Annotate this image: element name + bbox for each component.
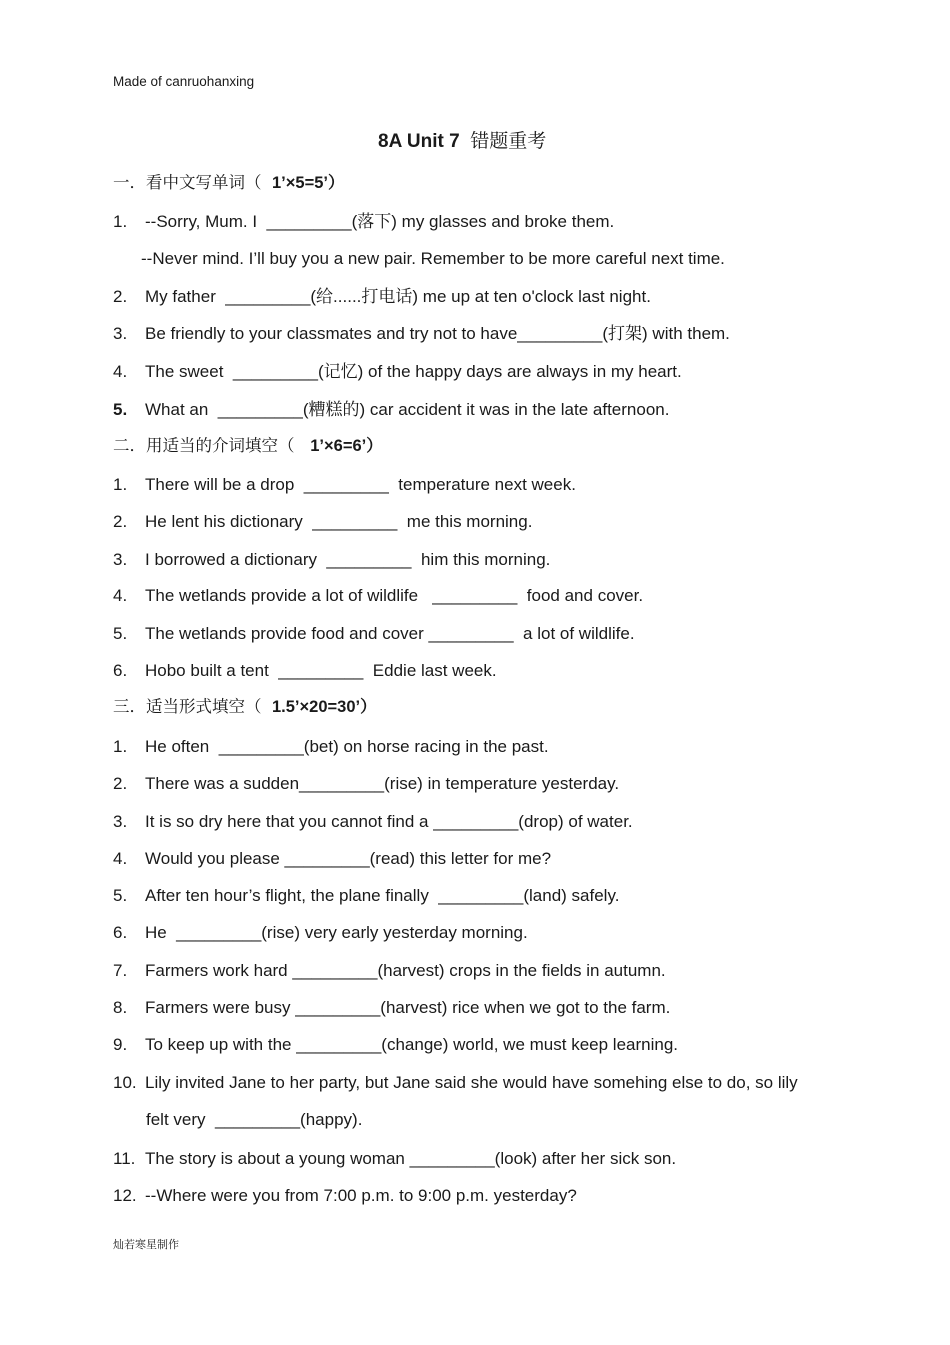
section-2-heading xyxy=(113,436,383,456)
q-text: Hobo built a tent _________ Eddie last week. xyxy=(145,661,497,680)
q-text: The story is about a young woman _________(look) after her sick son. xyxy=(145,1149,677,1168)
q-text: --Where were you from 7:00 p.m. to 9:00 p.m. yesterday? xyxy=(145,1186,577,1205)
q-number: 4. xyxy=(113,586,128,605)
q-text: To keep up with the _________(change) world, we must keep learning. xyxy=(145,1035,679,1054)
q-text: --Never mind. I’ll buy you a new pair. Remember to be more careful next time. xyxy=(141,249,725,268)
q-number: 7. xyxy=(113,961,128,980)
q-text: Farmers were busy _________(harvest) rice when we got to the farm. xyxy=(145,998,671,1017)
q-text: --Sorry, Mum. I _________(落下) my glasses and broke them. xyxy=(145,212,615,231)
section-2-score: 1’×6=6’） xyxy=(310,437,383,455)
q-number: 2. xyxy=(113,512,128,531)
q-number: 3. xyxy=(113,812,128,831)
q-number: 6. xyxy=(113,923,128,942)
section-3-score: 1.5’×20=30’） xyxy=(272,698,377,716)
section-1-heading xyxy=(113,173,344,193)
q-text: After ten hour’s flight, the plane finally _________(land) safely. xyxy=(145,886,620,905)
q-number: 1. xyxy=(113,212,128,231)
q-text: It is so dry here that you cannot find a _________(drop) of water. xyxy=(145,812,633,831)
section-3-label: 三．适当形式填空（ xyxy=(113,697,262,716)
footer-text: 灿若寒星制作 xyxy=(113,1238,179,1251)
section-2-label: 二．用适当的介词填空（ xyxy=(113,436,295,455)
q-text: The sweet _________(记忆) of the happy days are always in my heart. xyxy=(145,362,682,381)
q-text: He _________(rise) very early yesterday morning. xyxy=(145,923,528,942)
section-1-label: 一．看中文写单词（ xyxy=(113,173,262,192)
q-number: 8. xyxy=(113,998,128,1017)
page-title xyxy=(378,131,546,152)
q-text: Farmers work hard _________(harvest) crops in the fields in autumn. xyxy=(145,961,666,980)
section-1-score: 1’×5=5’） xyxy=(272,174,345,192)
page-title-main: 8A Unit 7 xyxy=(378,131,460,152)
page-title-cn: 错题重考 xyxy=(470,130,547,152)
q-number: 5. xyxy=(113,400,128,419)
q-number: 3. xyxy=(113,550,128,569)
q-number: 3. xyxy=(113,324,128,343)
q-text: There will be a drop _________ temperature next week. xyxy=(145,475,576,494)
q-text: Lily invited Jane to her party, but Jane said she would have somehing else to do, so lily xyxy=(145,1073,798,1092)
q-text: felt very _________(happy). xyxy=(146,1110,363,1129)
q-text: I borrowed a dictionary _________ him this morning. xyxy=(145,550,551,569)
q-text: He lent his dictionary _________ me this morning. xyxy=(145,512,533,531)
q-number: 5. xyxy=(113,624,128,643)
q-number: 1. xyxy=(113,737,128,756)
q-number: 10. xyxy=(113,1073,137,1092)
q-number: 11. xyxy=(113,1149,136,1168)
q-number: 1. xyxy=(113,475,128,494)
q-text: Would you please _________(read) this letter for me? xyxy=(145,849,552,868)
q-text: Be friendly to your classmates and try not to have_________(打架) with them. xyxy=(145,324,730,343)
header-made-of: Made of canruohanxing xyxy=(113,74,255,89)
q-text: He often _________(bet) on horse racing in the past. xyxy=(145,737,549,756)
q-text: The wetlands provide a lot of wildlife _________ food and cover. xyxy=(145,586,644,605)
q-number: 4. xyxy=(113,362,128,381)
q-text: My father _________(给......打电话) me up at ten o'clock last night. xyxy=(145,287,651,306)
q-number: 5. xyxy=(113,886,128,905)
q-text: There was a sudden_________(rise) in temperature yesterday. xyxy=(145,774,620,793)
q-number: 4. xyxy=(113,849,128,868)
q-number: 2. xyxy=(113,774,128,793)
q-number: 12. xyxy=(113,1186,137,1205)
q-text: The wetlands provide food and cover _________ a lot of wildlife. xyxy=(145,624,635,643)
q-number: 6. xyxy=(113,661,128,680)
q-number: 9. xyxy=(113,1035,128,1054)
q-text: What an _________(糟糕的) car accident it was in the late afternoon. xyxy=(145,400,670,419)
section-3-heading xyxy=(113,697,377,717)
q-number: 2. xyxy=(113,287,128,306)
